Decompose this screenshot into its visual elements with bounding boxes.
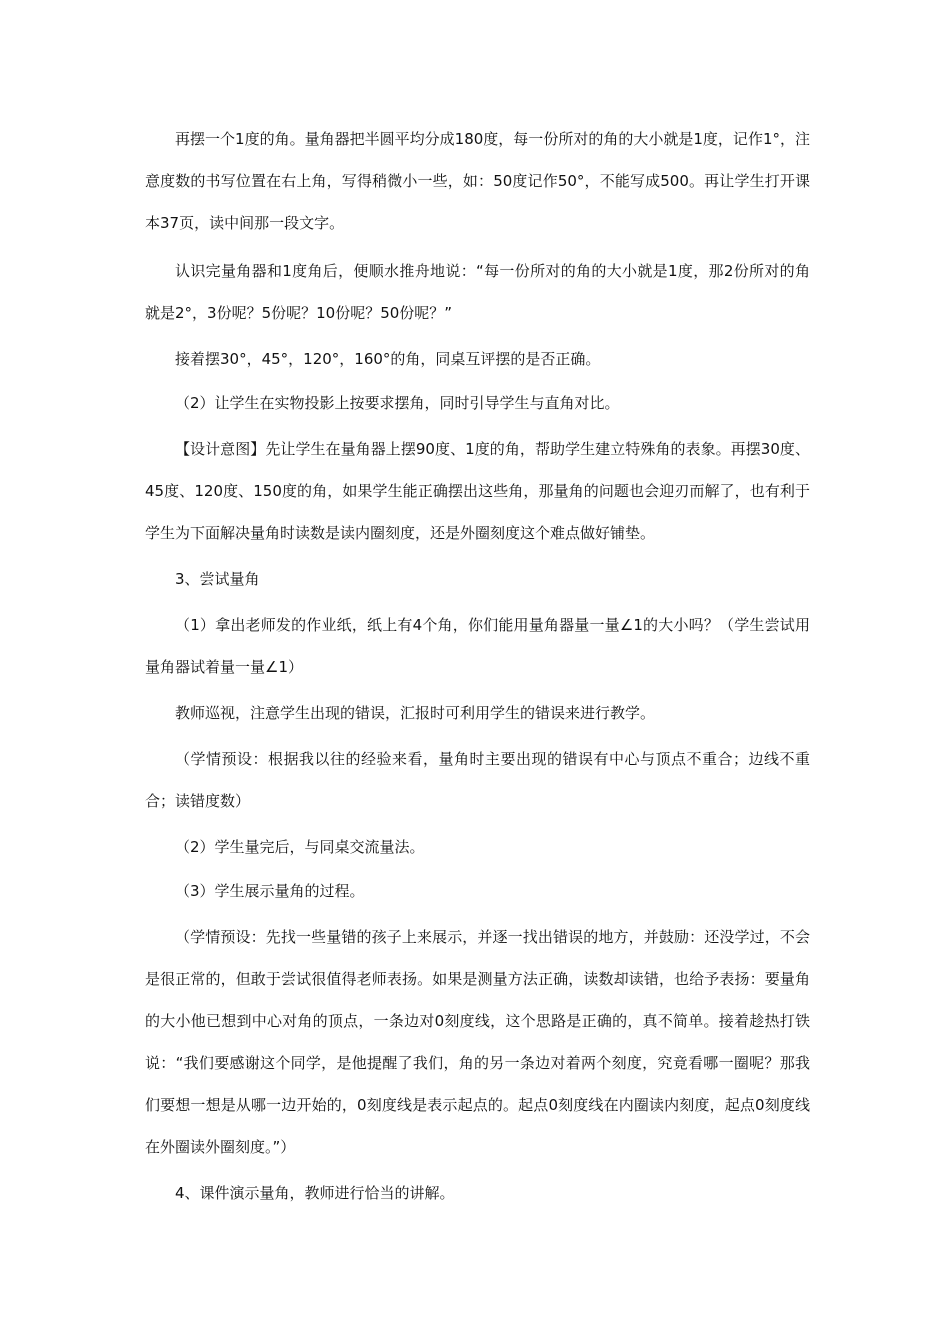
- paragraph-11: （学情预设：先找一些量错的孩子上来展示，并逐一找出错误的地方，并鼓励：还没学过，不会是很正常的，但敢于尝试很值得老师表扬。如果是测量方法正确，读数却读错，也给予表扬：要量角的大小他已想到中心对角的顶点，一条边对0刻度线，这个思路是正确的，真不简单。接着趁热打铁说：“我们要感谢这个同学，是他提醒了我们，角的另一条边对着两个刻度，究竟看哪一圈呢？那我们要想一想是从哪一边开始的，0刻度线是表示起点的。起点0刻度线在内圈读内刻度，起点0刻度线在外圈读外圈刻度。”）: [145, 928, 810, 1156]
- paragraph-6: （1）拿出老师发的作业纸，纸上有4个角，你们能用量角器量一量∠1的大小吗？（学生尝试用量角器试着量一量∠1）: [145, 616, 810, 676]
- paragraph-8: （学情预设：根据我以往的经验来看，量角时主要出现的错误有中心与顶点不重合；边线不重合；读错度数）: [145, 750, 810, 810]
- section-heading-4: 4、课件演示量角，教师进行恰当的讲解。: [175, 1184, 455, 1202]
- paragraph-7: 教师巡视，注意学生出现的错误，汇报时可利用学生的错误来进行教学。: [175, 704, 656, 722]
- section-heading-3: 3、尝试量角: [175, 570, 260, 588]
- document-body: [145, 118, 810, 1218]
- paragraph-3: 接着摆30°，45°，120°，160°的角，同桌互评摆的是否正确。: [175, 350, 601, 368]
- paragraph-9: （2）学生量完后，与同桌交流量法。: [175, 838, 425, 856]
- paragraph-design-intent: 【设计意图】先让学生在量角器上摆90度、1度的角，帮助学生建立特殊角的表象。再摆30度、45度、120度、150度的角，如果学生能正确摆出这些角，那量角的问题也会迎刃而解了，也有利于学生为下面解决量角时读数是读内圈刻度，还是外圈刻度这个难点做好铺垫。: [145, 440, 810, 542]
- paragraph-1: 再摆一个1度的角。量角器把半圆平均分成180度，每一份所对的角的大小就是1度，记作1°，注意度数的书写位置在右上角，写得稍微小一些，如：50度记作50°，不能写成500。再让学生打开课本37页，读中间那一段文字。: [145, 130, 810, 232]
- paragraph-4: （2）让学生在实物投影上按要求摆角，同时引导学生与直角对比。: [175, 394, 620, 412]
- paragraph-2: 认识完量角器和1度角后，便顺水推舟地说：“每一份所对的角的大小就是1度，那2份所对的角就是2°，3份呢？5份呢？10份呢？50份呢？”: [145, 262, 810, 322]
- paragraph-10: （3）学生展示量角的过程。: [175, 882, 365, 900]
